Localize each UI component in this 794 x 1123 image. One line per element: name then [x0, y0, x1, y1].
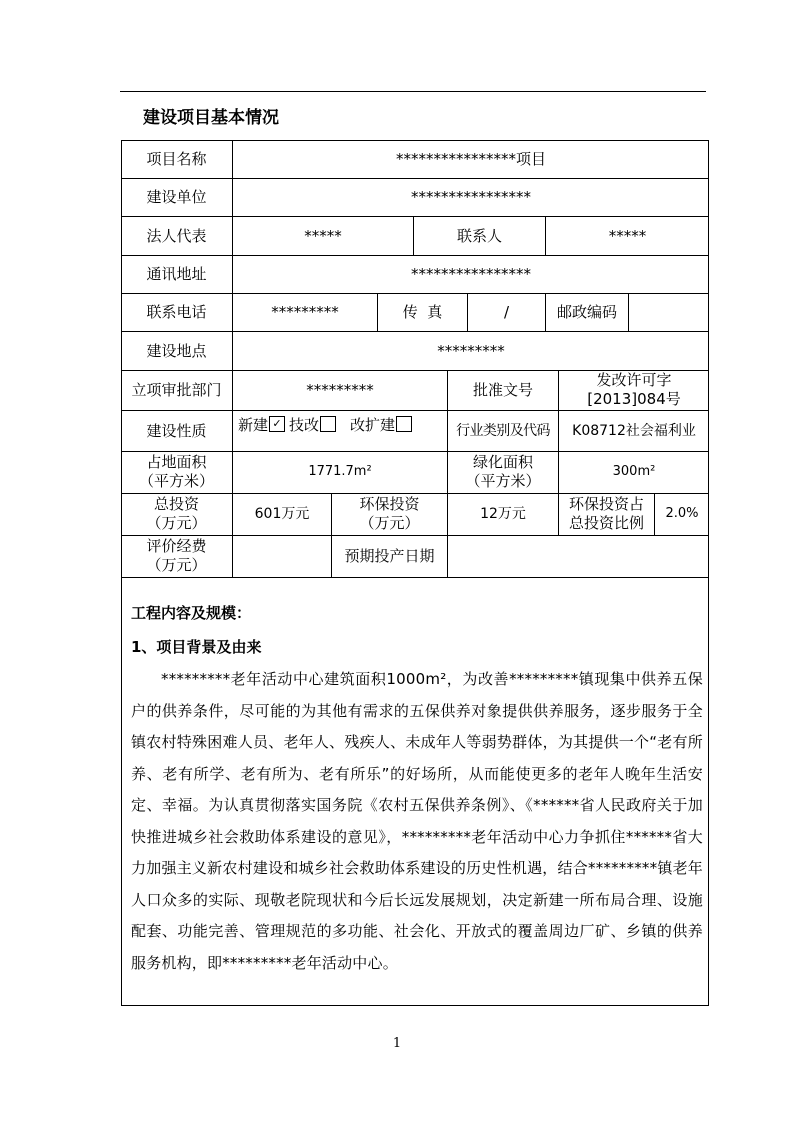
- approval-dept-label: 立项审批部门: [131, 381, 222, 399]
- invest-label: [121, 493, 232, 535]
- start-date-label: 预期投产日期: [344, 547, 435, 565]
- builder-value: ****************: [411, 188, 531, 206]
- env-ratio-label: [559, 493, 654, 535]
- nature-new-checkbox[interactable]: ✓: [269, 416, 285, 432]
- row-divider: [121, 577, 709, 578]
- approval-no-value: [559, 370, 709, 410]
- section-heading: 工程内容及规模：: [131, 604, 252, 622]
- contact-value: *****: [608, 226, 647, 245]
- invest-label-line: 总投资: [153, 495, 199, 513]
- page-title: 建设项目基本情况: [143, 108, 279, 128]
- industry-label: 行业类别及代码: [456, 422, 550, 439]
- approval-no-line: 发改许可字: [596, 371, 672, 389]
- land-value: 1771.7m²: [308, 464, 372, 479]
- approval-no-label: 批准文号: [472, 381, 533, 399]
- nature-tech-label: 技改: [289, 416, 320, 434]
- nature-label: 建设性质: [146, 421, 207, 440]
- green-value: 300m²: [612, 464, 656, 479]
- eval-fee-label: [121, 535, 232, 577]
- site-label: 建设地点: [146, 341, 207, 360]
- nature-tech-checkbox[interactable]: [320, 416, 336, 432]
- start-date-value: [448, 535, 709, 577]
- page-number: 1: [392, 1036, 402, 1051]
- env-ratio-label-line: 总投资比例: [568, 514, 644, 532]
- eval-fee-label-line: （万元）: [146, 556, 207, 574]
- phone-value: *********: [271, 303, 339, 321]
- green-label-line: 绿化面积: [472, 453, 533, 471]
- industry-value: K08712社会福利业: [572, 422, 696, 439]
- postcode-value: [629, 293, 709, 331]
- env-invest-label-line: （万元）: [359, 514, 420, 532]
- env-ratio-label-line: 环保投资占: [568, 495, 644, 513]
- eval-fee-label-line: 评价经费: [146, 537, 207, 555]
- fax-label: 传 真: [402, 303, 443, 321]
- legal-rep-label: 法人代表: [146, 226, 207, 245]
- project-content: [131, 602, 703, 979]
- nature-new-label: 新建: [238, 416, 269, 434]
- header-rule: [120, 91, 706, 92]
- background-paragraph: *********老年活动中心建筑面积1000m²，为改善*********镇现集中供养五保户的供养条件，尽可能的为其他有需求的五保供养对象提供供养服务，逐步服务于全镇农村特殊困难人员、老年人、残疾人、未成年人等弱势群体，为其提供一个“老有所养、老有所学、老有所为、老有所乐”的好场所，从而能使更多的老年人晚年生活安定、幸福。为认真贯彻落实国务院《农村五保供养条例》、《******省人民政府关于加快推进城乡社会救助体系建设的意见》，*********老年活动中心力争抓住******省大力加强主义新农村建设和城乡社会救助体系建设的历史性机遇，结合*********镇老年人口众多的实际、现敬老院现状和今后长远发展规划，决定新建一所布局合理、设施配套、功能完善、管理规范的多功能、社会化、开放式的覆盖周边厂矿、乡镇的供养服务机构，即*********老年活动中心。: [131, 670, 703, 972]
- land-label: [121, 451, 232, 493]
- postcode-label: 邮政编码: [556, 303, 617, 321]
- approval-dept-value: *********: [306, 381, 374, 399]
- nature-expand-label: 改扩建: [350, 416, 396, 434]
- address-value: ****************: [411, 265, 531, 283]
- builder-label: 建设单位: [146, 188, 207, 206]
- invest-value: 601万元: [254, 506, 310, 522]
- site-value: *********: [437, 341, 505, 360]
- contact-label: 联系人: [456, 226, 502, 245]
- eval-fee-value: [233, 535, 331, 577]
- phone-label: 联系电话: [146, 303, 207, 321]
- nature-expand-checkbox[interactable]: [396, 416, 412, 432]
- project-name-label: 项目名称: [146, 150, 207, 168]
- approval-no-line: [2013]084号: [587, 390, 681, 408]
- env-invest-label: [332, 493, 447, 535]
- env-invest-value: 12万元: [480, 506, 526, 522]
- invest-label-line: （万元）: [146, 514, 207, 532]
- nature-options: [238, 410, 447, 440]
- land-label-line: 占地面积: [146, 453, 207, 471]
- env-ratio-value: 2.0%: [665, 506, 699, 521]
- address-label: 通讯地址: [146, 265, 207, 283]
- fax-value: /: [503, 303, 510, 321]
- project-name-value: ****************项目: [395, 150, 546, 168]
- green-label-line: （平方米）: [465, 472, 541, 490]
- green-label: [448, 451, 558, 493]
- legal-rep-value: *****: [304, 226, 342, 245]
- subsection-heading: 1、项目背景及由来: [131, 638, 262, 656]
- env-invest-label-line: 环保投资: [359, 495, 420, 513]
- land-label-line: （平方米）: [138, 472, 214, 490]
